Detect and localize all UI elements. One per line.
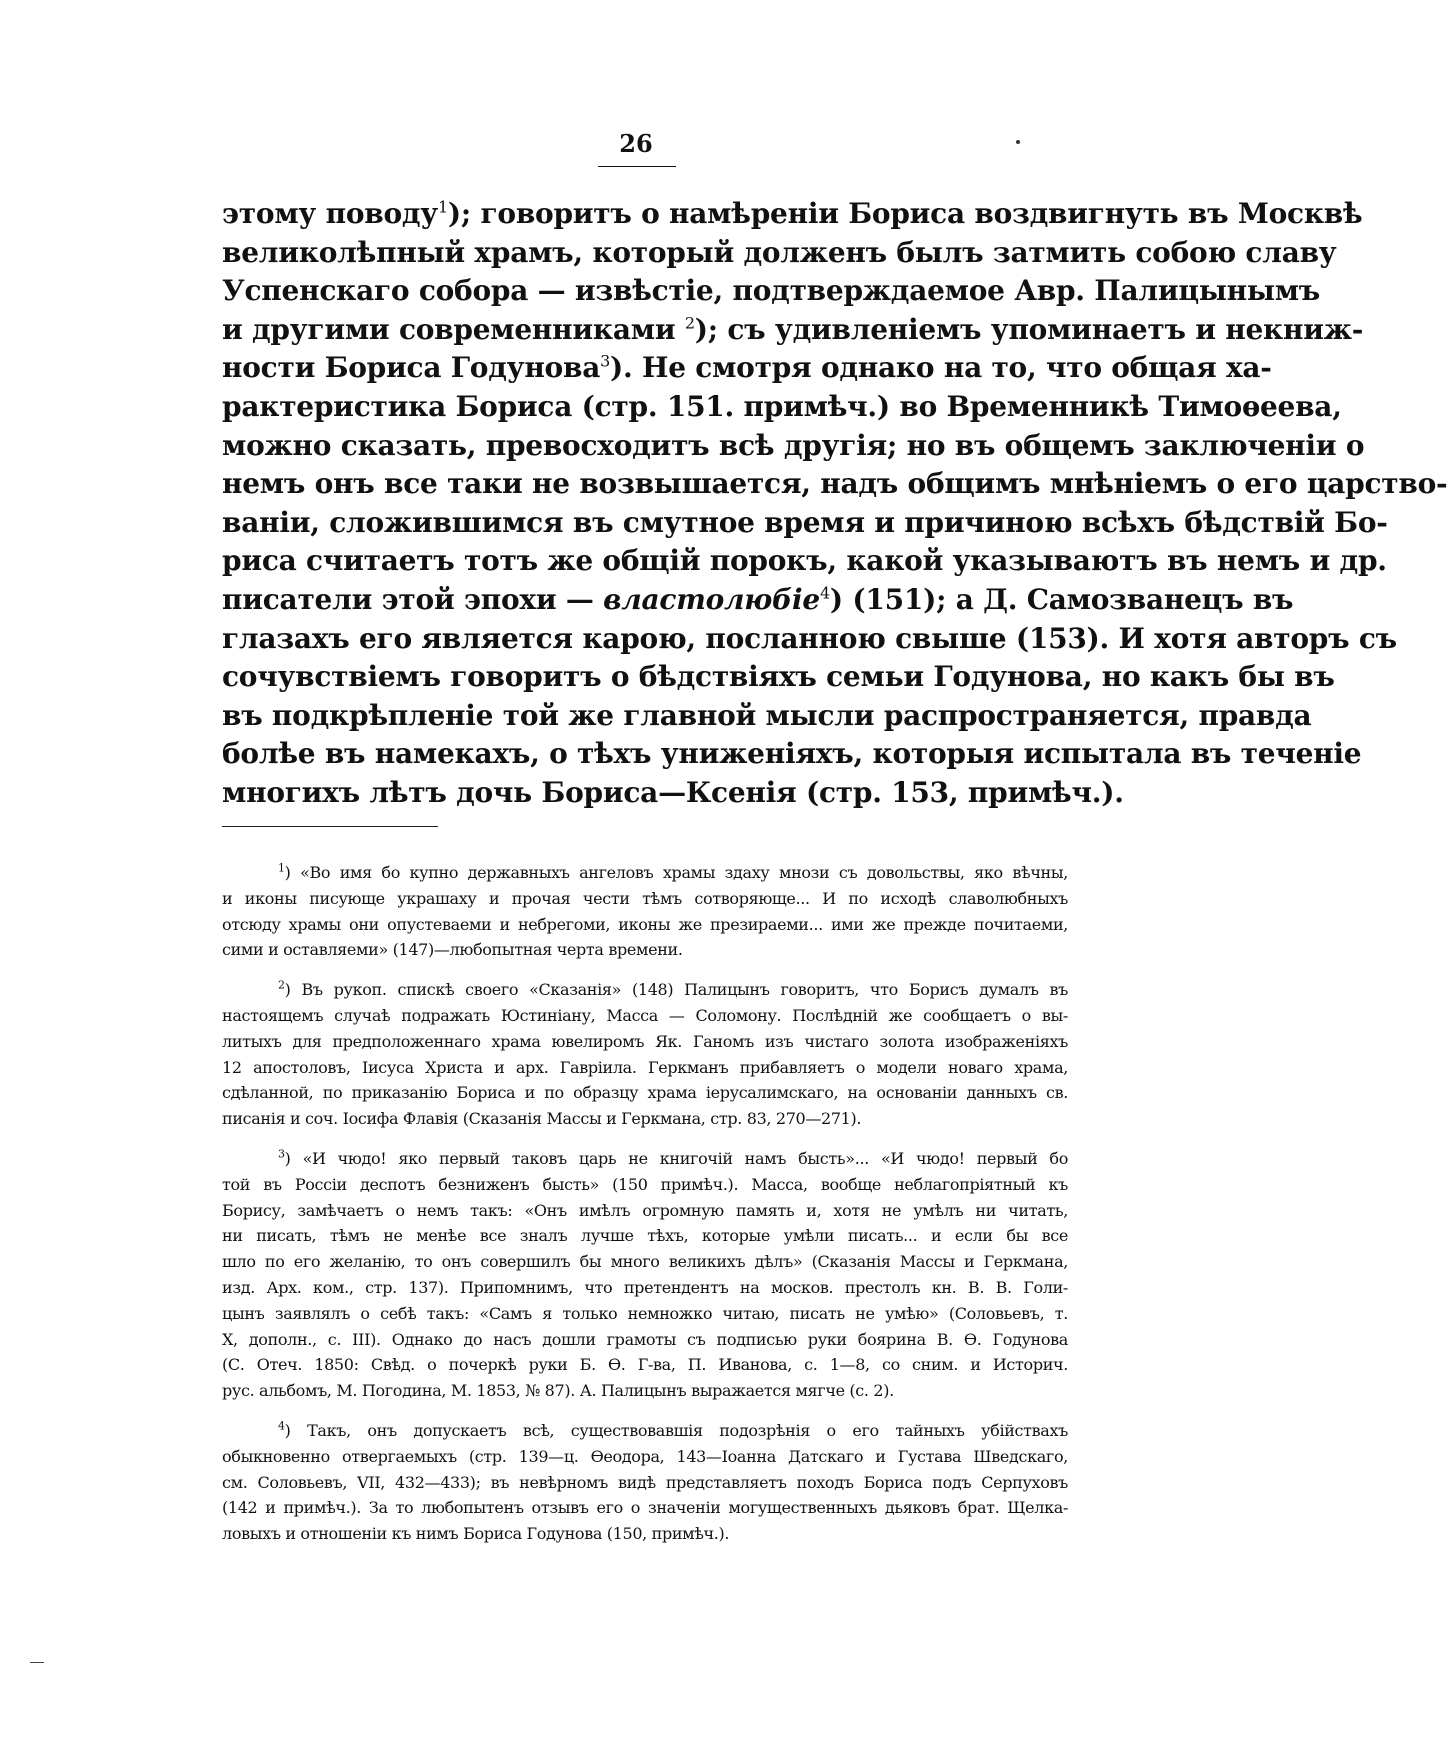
main-line: этому поводу$^1$); говоритъ о намѣреніи Бориса воздвигнуть въ Москвѣ [222, 197, 1363, 230]
main-line: ности Бориса Годунова$^3$). Не смотря однако на то, что общая ха- [222, 351, 1272, 385]
footnote-separator [222, 826, 438, 827]
footnote-line: ловыхъ и отношеніи къ нимъ Бориса Годунова (150, примѣч.). [222, 1524, 730, 1544]
footnote-ref-2[interactable]: 2 [684, 313, 695, 333]
footnote-line: $^2$) Въ рукоп. спискѣ своего «Сказанія» (148) Палицынъ говоритъ, что Борисъ думалъ въ [278, 978, 1068, 1000]
main-line: сочувствіемъ говоритъ о бѣдствіяхъ семьи Годунова, но какъ бы въ [222, 660, 1335, 694]
footnote-ref-1[interactable]: 1 [437, 197, 448, 217]
footnote-line: (С. Отеч. 1850: Свѣд. о почеркѣ руки Б. Ѳ. Г-ва, П. Иванова, с. 1—8, со сним. и Историч. [222, 1355, 1068, 1375]
main-text [222, 195, 1447, 813]
footnote-line: настоящемъ случаѣ подражать Юстиніану, Масса — Соломону. Послѣдній же сообщаетъ о вы- [222, 1005, 1068, 1025]
main-line: и другими современниками $^2$); съ удивленіемъ упоминаетъ и некниж- [222, 312, 1364, 346]
footnote-line: X, дополн., с. III). Однако до насъ дошли грамоты съ подписью руки боярина В. Ѳ. Годунова [222, 1329, 1068, 1349]
main-line: болѣе въ намекахъ, о тѣхъ униженіяхъ, которыя испытала въ теченіе [222, 737, 1362, 771]
main-line: можно сказать, превосходитъ всѣ другія; но въ общемъ заключеніи о [222, 428, 1365, 462]
footnote-line: обыкновенно отвергаемыхъ (стр. 139—ц. Ѳеодора, 143—Іоанна Датскаго и Густава Шведскаго, [222, 1446, 1068, 1466]
footnote-line: см. Соловьевъ, VII, 432—433); въ невѣрномъ видѣ представляетъ походъ Бориса подъ Серпуховъ [222, 1472, 1068, 1492]
footnote-ref-4[interactable]: 4 [819, 583, 830, 603]
main-line: немъ онъ все таки не возвышается, надъ общимъ мнѣніемъ о его царство- [222, 467, 1447, 501]
footnote-line: $^1$) «Во имя бо купно державныхъ ангеловъ храмы здаху мнози съ довольствы, яко вѣчны, [278, 861, 1068, 882]
footnote-line: $^4$) Такъ, онъ допускаетъ всѣ, существовавшія подозрѣнія о его тайныхъ убійствахъ [278, 1419, 1068, 1440]
italic-term: властолюбіе [603, 582, 820, 616]
main-line: Успенскаго собора — извѣстіе, подтверждаемое Авр. Палицынымъ [222, 274, 1321, 308]
footnotes [222, 860, 1068, 1561]
margin-mark [30, 1662, 44, 1663]
footnote-line: Борису, замѣчаетъ о немъ такъ: «Онъ имѣлъ огромную память и, хотя не умѣлъ ни читать, [222, 1200, 1068, 1220]
footnote-line: сдѣланной, по приказанію Бориса и по образцу храма іерусалимскаго, на основаніи данныхъ св. [222, 1083, 1068, 1103]
footnote-line: литыхъ для предположеннаго храма ювелиромъ Як. Ганомъ изъ чистаго золота изображеніяхъ [222, 1031, 1068, 1051]
footnote-number: 2 [278, 978, 285, 992]
footnote-line: 12 апостоловъ, Іисуса Христа и арх. Гавріила. Геркманъ прибавляетъ о модели новаго храма, [222, 1057, 1068, 1077]
main-line: риса считаетъ тотъ же общій порокъ, какой указываютъ въ немъ и др. [222, 544, 1387, 578]
footnote-line: писанія и соч. Іосифа Флавія (Сказанія Массы и Геркмана, стр. 83, 270—271). [222, 1109, 862, 1129]
footnote-number: 4 [278, 1419, 285, 1433]
main-line: многихъ лѣтъ дочь Бориса—Ксенія (стр. 153, примѣч.). [222, 775, 1124, 809]
footnote-line: отсюду храмы они опустеваеми и небрегоми, иконы же презираеми... ими же прежде почитаеми, [222, 914, 1068, 934]
print-speck [1016, 140, 1020, 144]
footnote-number: 1 [278, 861, 285, 875]
footnote-line: изд. Арх. ком., стр. 137). Припомнимъ, что претендентъ на москов. престолъ кн. В. В. Голи- [222, 1277, 1068, 1297]
main-line: рактеристика Бориса (стр. 151. примѣч.) во Временникѣ Тимоѳеева, [222, 389, 1342, 423]
footnote-number: 3 [278, 1147, 285, 1161]
main-line: въ подкрѣпленіе той же главной мысли распространяется, правда [222, 698, 1312, 732]
footnote-line: шло по его желанію, то онъ совершилъ бы много великихъ дѣлъ» (Сказанія Массы и Геркмана, [222, 1252, 1068, 1272]
page-number-rule [598, 166, 676, 167]
footnote-line: той въ Россіи деспотъ безниженъ бысть» (150 примѣч.). Масса, вообще неблагопріятный къ [222, 1174, 1068, 1194]
page-number: 26 [619, 129, 653, 158]
footnote-line: и иконы писующе украшаху и прочая чести тѣмъ сотворяюще... И по исходѣ славолюбныхъ [222, 888, 1068, 908]
footnote-2 [222, 977, 1068, 1132]
footnote-4 [222, 1418, 1068, 1547]
main-line: глазахъ его является карою, посланною свыше (153). И хотя авторъ съ [222, 621, 1397, 655]
footnote-1 [222, 860, 1068, 963]
footnote-line: сими и оставляеми» (147)—любопытная черта времени. [222, 940, 683, 960]
footnote-ref-3[interactable]: 3 [600, 352, 611, 372]
footnote-line: $^3$) «И чюдо! яко первый таковъ царь не книгочій намъ бысть»... «И чюдо! первый бо [278, 1147, 1068, 1168]
main-line: писатели этой эпохи — властолюбіе$^4$) (151); а Д. Самозванецъ въ [222, 582, 1294, 616]
footnote-line: ни писать, тѣмъ не менѣе все зналъ лучше тѣхъ, которые умѣли писать... и если бы все [222, 1226, 1068, 1246]
footnote-line: цынъ заявлялъ о себѣ такъ: «Самъ я только немножко читаю, писать не умѣю» (Соловьевъ, т. [222, 1303, 1068, 1323]
footnote-line: (142 и примѣч.). За то любопытенъ отзывъ его о значеніи могущественныхъ дьяковъ брат. Щелка- [222, 1498, 1068, 1518]
footnote-line: рус. альбомъ, М. Погодина, М. 1853, № 87). А. Палицынъ выражается мягче (с. 2). [222, 1381, 894, 1401]
main-line: великолѣпный храмъ, который долженъ былъ затмить собою славу [222, 235, 1337, 269]
footnote-3 [222, 1146, 1068, 1404]
main-line: ваніи, сложившимся въ смутное время и причиною всѣхъ бѣдствій Бо- [222, 505, 1388, 539]
